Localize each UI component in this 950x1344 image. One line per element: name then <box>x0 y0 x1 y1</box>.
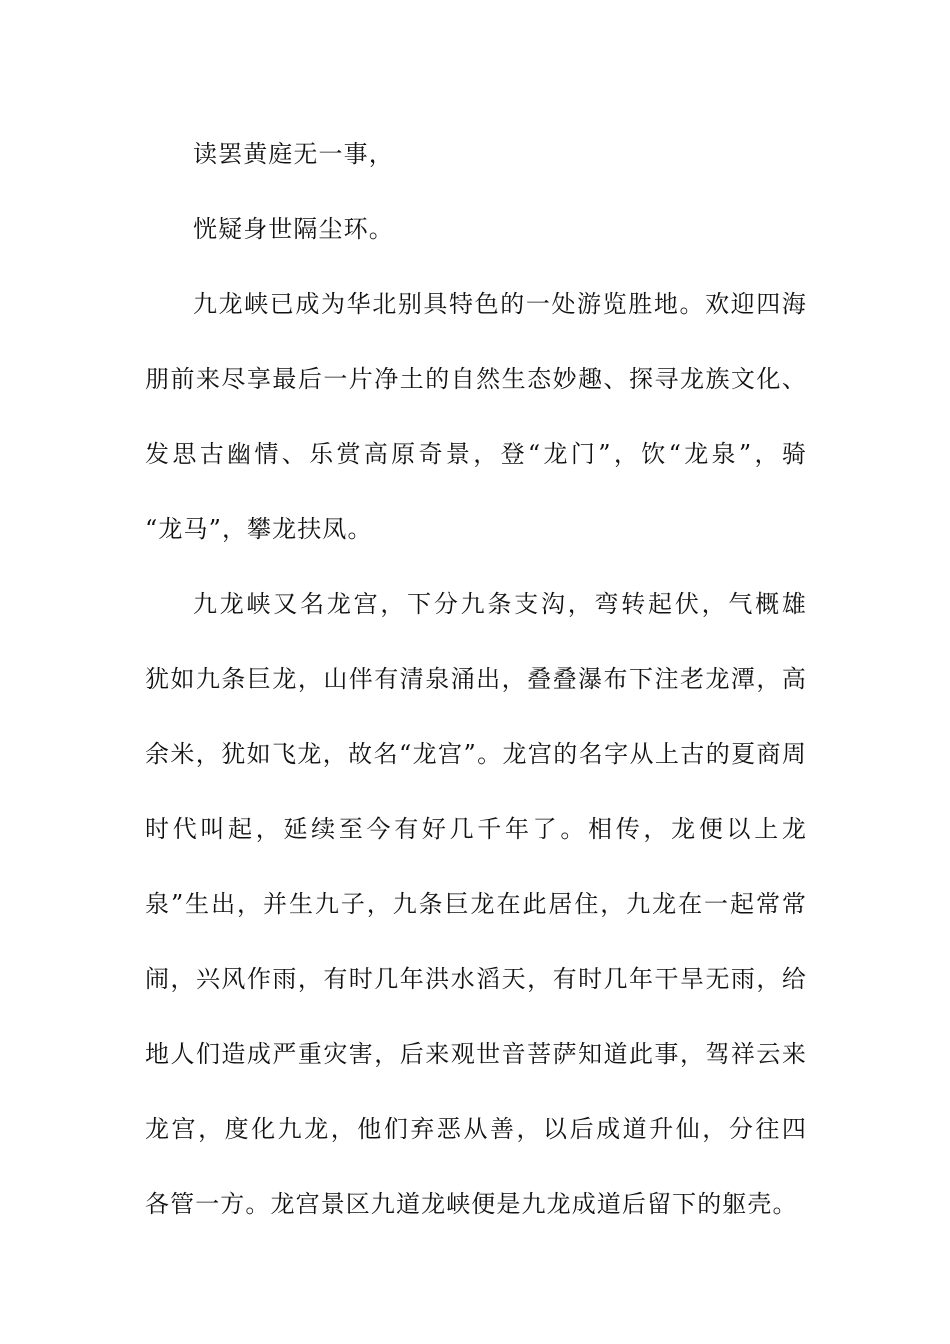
paragraph-line: 龙宫，度化九龙，他们弃恶从善，以后成道升仙，分往四 <box>145 1115 807 1143</box>
paragraph-line: 泉”生出，并生九子，九条巨龙在此居住，九龙在一起常常 <box>145 890 807 918</box>
paragraph-line: 发思古幽情、乐赏高原奇景，登“龙门”，饮“龙泉”，骑 <box>145 440 807 468</box>
poem-line: 读罢黄庭无一事， <box>193 140 394 168</box>
paragraph-line: 九龙峡已成为华北别具特色的一处游览胜地。欢迎四海 <box>193 290 807 318</box>
paragraph-line: 时代叫起，延续至今有好几千年了。相传，龙便以上龙 <box>145 815 807 843</box>
paragraph-line: 朋前来尽享最后一片净土的自然生态妙趣、探寻龙族文化、 <box>145 365 807 393</box>
poem-line: 恍疑身世隔尘环。 <box>193 215 394 243</box>
document-body <box>145 117 807 1242</box>
paragraph-line: 九龙峡又名龙宫，下分九条支沟，弯转起伏，气概雄 <box>193 590 807 618</box>
paragraph-line: 地人们造成严重灾害，后来观世音菩萨知道此事，驾祥云来 <box>145 1040 807 1068</box>
paragraph-line: “龙马”，攀龙扶凤。 <box>145 515 373 543</box>
paragraph-line: 闹，兴风作雨，有时几年洪水滔天，有时几年干旱无雨，给 <box>145 965 807 993</box>
paragraph-line: 犹如九条巨龙，山伴有清泉涌出，叠叠瀑布下注老龙潭，高 <box>145 665 807 693</box>
paragraph-line: 各管一方。龙宫景区九道龙峡便是九龙成道后留下的躯壳。 <box>145 1190 798 1218</box>
paragraph-line: 余米，犹如飞龙，故名“龙宫”。龙宫的名字从上古的夏商周 <box>145 740 807 768</box>
